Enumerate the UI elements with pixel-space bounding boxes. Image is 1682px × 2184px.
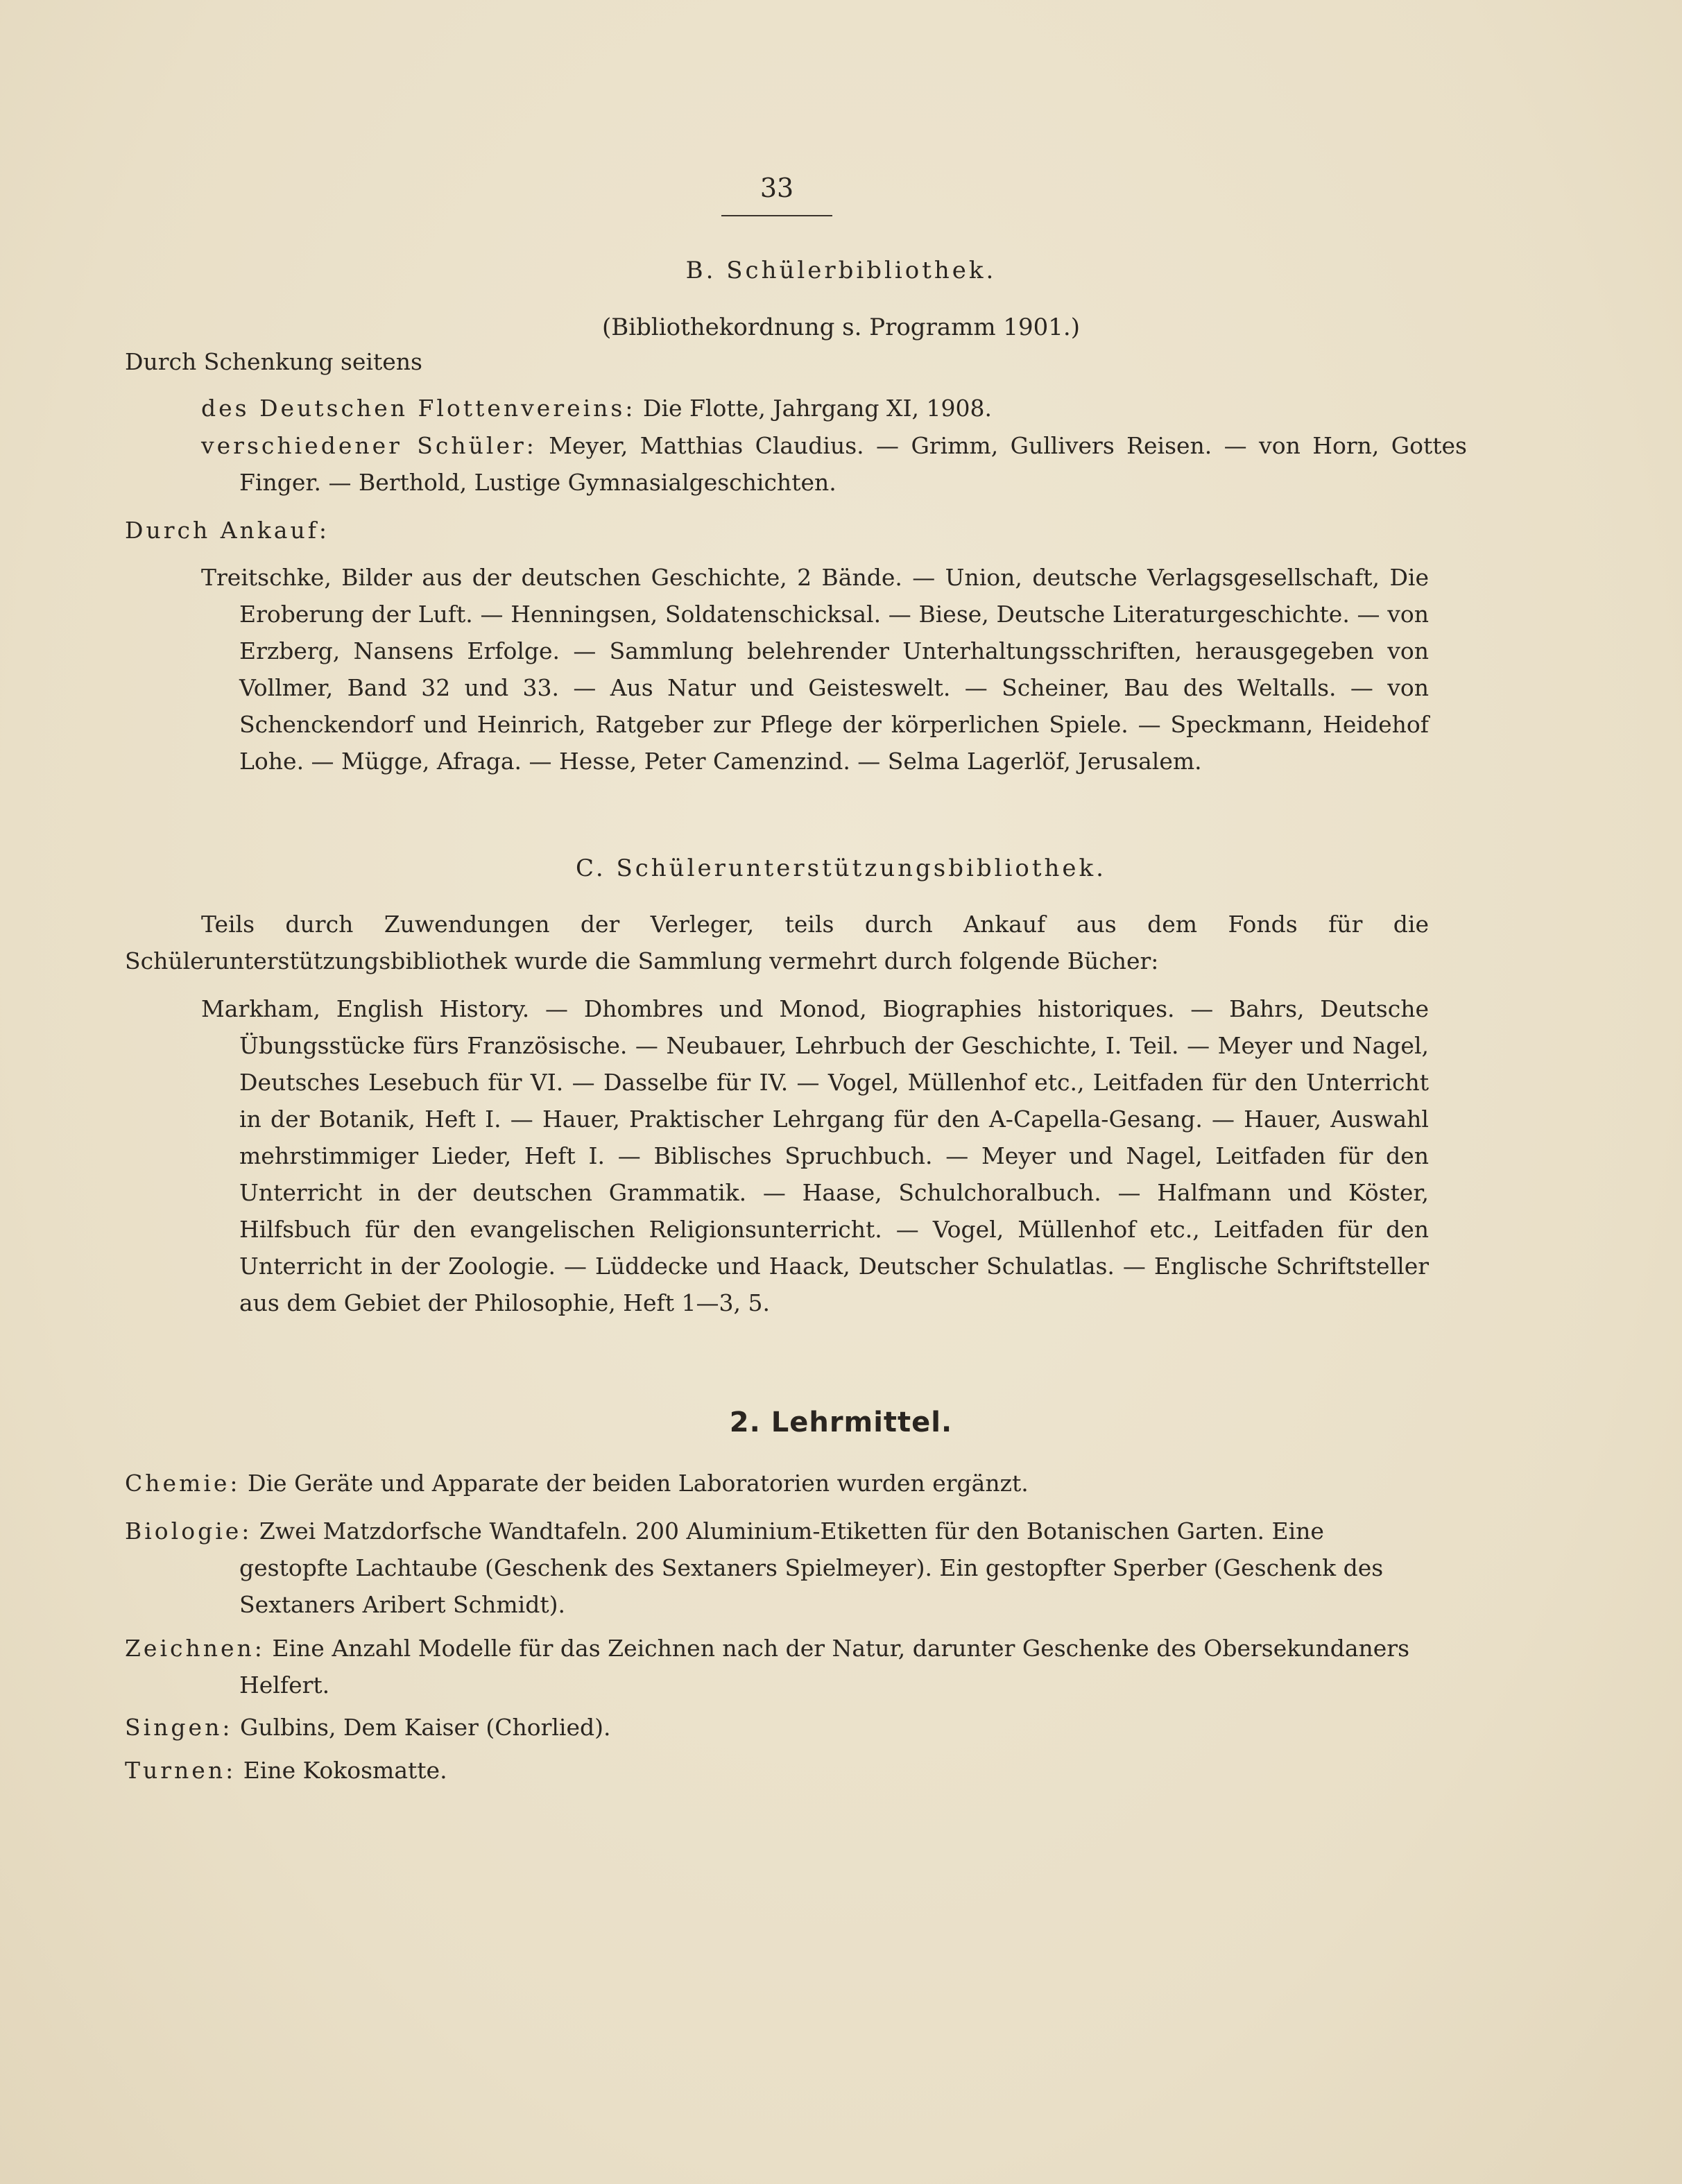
page-number-rule	[721, 215, 832, 216]
lehrmittel-term: Chemie:	[125, 1470, 241, 1497]
lehrmittel-item	[125, 1752, 1429, 1789]
section-c-intro: Teils durch Zuwendungen der Verleger, teils durch Ankauf aus dem Fonds für die Schülerunterstützungsbibliothek wurde die Sammlung vermehrt durch folgende Bücher:	[125, 911, 1429, 974]
schueler-label: verschiedener Schüler:	[201, 432, 537, 459]
lehrmittel-text: Zwei Matzdorfsche Wandtafeln. 200 Aluminium-Etiketten für den Botanischen Garten. Eine gestopfte Lachtaube (Geschenk des Sextaners Spielmeyer). Ein gestopfter Sperber (Geschenk des Sextaners Aribert Schmidt).	[239, 1517, 1384, 1618]
schueler-text: Meyer, Matthias Claudius. — Grimm, Gullivers Reisen. — von Horn, Gottes Finger. — Berthold, Lustige Gymnasialgeschichten.	[239, 432, 1467, 496]
section-c-books: Markham, English History. — Dhombres und Monod, Biographies historiques. — Bahrs, Deutsche Übungsstücke fürs Französische. — Neubauer, Lehrbuch der Geschichte, I. Teil. — Meyer und Nagel, Deutsches Lesebuch für VI. — Dasselbe für IV. — Vogel, Müllenhof etc., Leitfaden für den Unterricht in der Botanik, Heft I. — Hauer, Praktischer Lehrgang für den A-Capella-Gesang. — Hauer, Auswahl mehrstimmiger Lieder, Heft I. — Biblisches Spruchbuch. — Meyer und Nagel, Leitfaden für den Unterricht in der deutschen Grammatik. — Haase, Schulchoralbuch. — Halfmann und Köster, Hilfsbuch für den evangelischen Religionsunterricht. — Vogel, Müllenhof etc., Leitfaden für den Unterricht in der Zoologie. — Lüddecke und Haack, Deutscher Schulatlas. — Englische Schriftsteller aus dem Gebiet der Philosophie, Heft 1—3, 5.	[201, 995, 1429, 1316]
page-number: 33	[760, 173, 794, 203]
lehrmittel-term: Singen:	[125, 1714, 233, 1741]
schueler-entry	[201, 427, 1467, 501]
lehrmittel-item	[125, 1709, 1429, 1746]
lehrmittel-text: Gulbins, Dem Kaiser (Chorlied).	[239, 1714, 611, 1741]
schenkung-label: Durch Schenkung seitens	[125, 348, 422, 375]
section-c-heading: C. Schülerunterstützungsbibliothek.	[576, 854, 1106, 882]
lehrmittel-heading: 2. Lehrmittel.	[729, 1407, 953, 1438]
lehrmittel-text: Die Geräte und Apparate der beiden Laboratorien wurden ergänzt.	[248, 1470, 1029, 1497]
flottenverein-entry	[201, 397, 992, 420]
ankauf-label: Durch Ankauf:	[125, 517, 330, 544]
lehrmittel-text: Eine Anzahl Modelle für das Zeichnen nach der Natur, darunter Geschenke des Obersekundaners Helfert.	[239, 1635, 1410, 1699]
flottenverein-label: des Deutschen Flottenvereins:	[201, 395, 636, 422]
lehrmittel-term: Zeichnen:	[125, 1635, 265, 1662]
lehrmittel-item	[125, 1465, 1429, 1502]
lehrmittel-term: Turnen:	[125, 1757, 237, 1784]
lehrmittel-text: Eine Kokosmatte.	[243, 1757, 447, 1784]
lehrmittel-item	[125, 1513, 1429, 1623]
section-b-subheading: (Bibliothekordnung s. Programm 1901.)	[602, 313, 1080, 341]
lehrmittel-term: Biologie:	[125, 1517, 252, 1545]
section-b-heading: B. Schülerbibliothek.	[685, 257, 997, 284]
flottenverein-text: Die Flotte, Jahrgang XI, 1908.	[643, 395, 992, 422]
ankauf-text: Treitschke, Bilder aus der deutschen Geschichte, 2 Bände. — Union, deutsche Verlagsgesellschaft, Die Eroberung der Luft. — Henningsen, Soldatenschicksal. — Biese, Deutsche Literaturgeschichte. — von Erzberg, Nansens Erfolge. — Sammlung belehrender Unterhaltungsschriften, herausgegeben von Vollmer, Band 32 und 33. — Aus Natur und Geisteswelt. — Scheiner, Bau des Weltalls. — von Schenckendorf und Heinrich, Ratgeber zur Pflege der körperlichen Spiele. — Speckmann, Heidehof Lohe. — Mügge, Afraga. — Hesse, Peter Camenzind. — Selma Lagerlöf, Jerusalem.	[201, 564, 1429, 775]
lehrmittel-item	[125, 1630, 1429, 1703]
